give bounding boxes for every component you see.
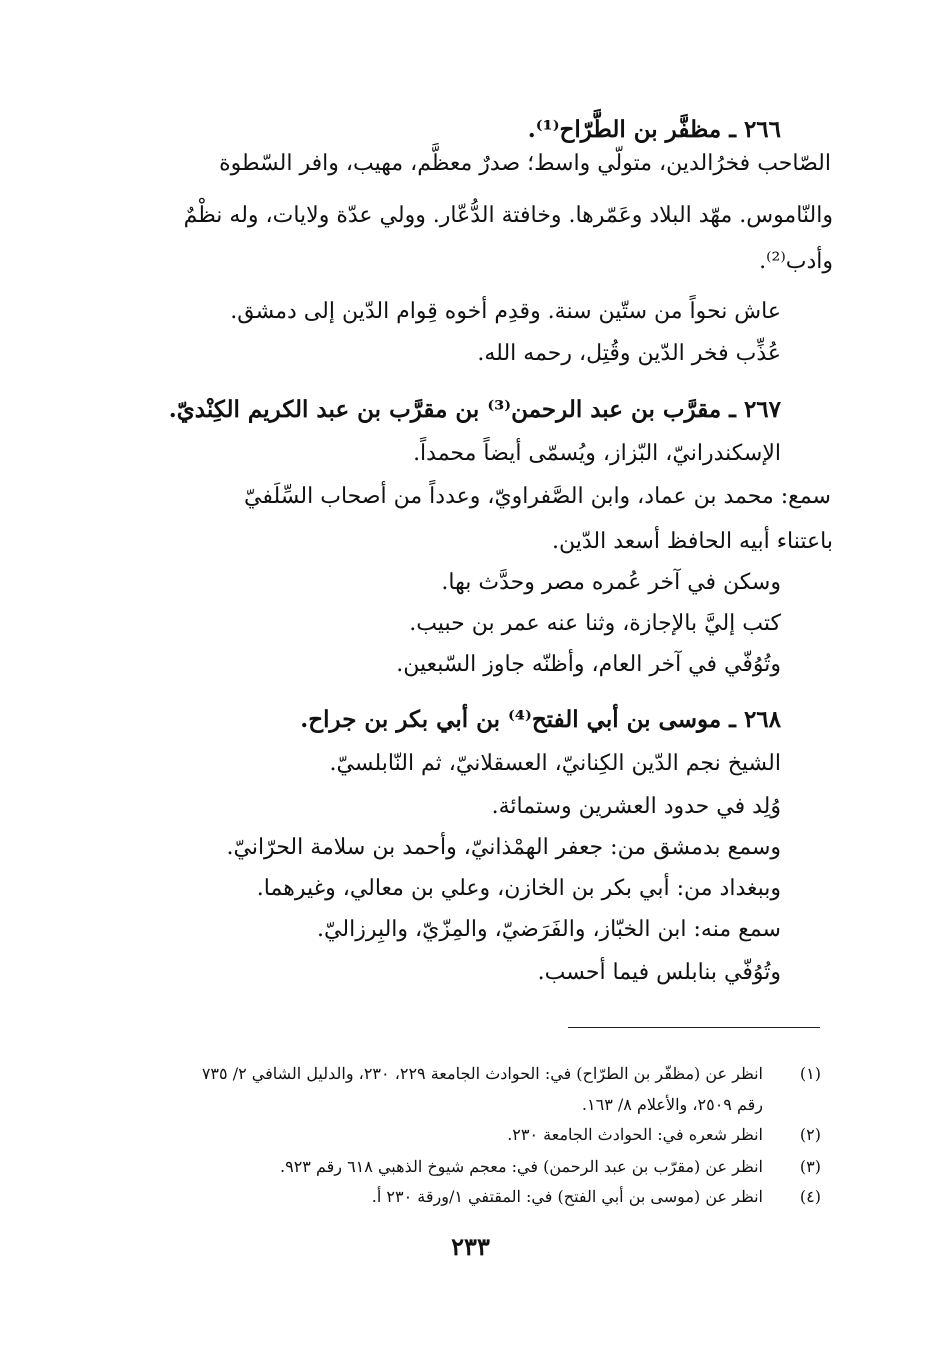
entry-267-line-4: وسكن في آخر عُمره مصر وحدَّث بها. bbox=[441, 570, 781, 595]
entry-268-line-4: وببغداد من: أبي بكر بن الخازن، وعلي بن معالي، وغيرهما. bbox=[256, 876, 781, 901]
footnote-2-number: (٢) bbox=[799, 1125, 821, 1144]
entry-266-line-5: عُذِّب فخر الدّين وقُتِل، رحمه الله. bbox=[477, 341, 781, 366]
page-number: ٢٣٣ bbox=[451, 1232, 490, 1261]
footnote-3-number: (٣) bbox=[799, 1157, 821, 1176]
footnote-3-line-1: انظر عن (مقرّب بن عبد الرحمن) في: معجم شيوخ الذهبي ٦١٨ رقم ٩٢٣. bbox=[280, 1157, 763, 1176]
footnote-1-line-2: رقم ٢٥٠٩، والأعلام ٨/ ١٦٣. bbox=[581, 1095, 763, 1114]
footnote-1-line-1: انظر عن (مظفّر بن الطرّاح) في: الحوادث الجامعة ٢٢٩، ٢٣٠، والدليل الشافي ٢/ ٧٣٥ bbox=[201, 1064, 763, 1083]
entry-268-heading: ٢٦٨ ـ موسى بن أبي الفتح⁽⁴⁾ بن أبي بكر بن جراح. bbox=[300, 706, 781, 733]
entry-267-line-6: وتُوُفّي في آخر العام، وأظنّه جاوز السّبعين. bbox=[396, 652, 781, 677]
footnote-separator bbox=[568, 1027, 820, 1028]
entry-267-line-3: باعتناء أبيه الحافظ أسعد الدّين. bbox=[552, 529, 833, 554]
entry-266-line-2: والنّاموس. مهّد البلاد وعَمّرها. وخافتة الدُّعّار. وولي عدّة ولايات، وله نظْمٌ bbox=[183, 203, 833, 228]
entry-268-line-6: وتُوُفّي بنابلس فيما أحسب. bbox=[537, 960, 781, 985]
entry-267-heading: ٢٦٧ ـ مقرَّب بن عبد الرحمن⁽³⁾ بن مقرَّب بن عبد الكريم الكِنْديّ. bbox=[168, 396, 781, 423]
footnote-2-line-1: انظر شعره في: الحوادث الجامعة ٢٣٠. bbox=[507, 1125, 763, 1144]
entry-268-line-5: سمع منه: ابن الخبّاز، والفَرَضيّ، والمِزّيّ، والبِرزاليّ. bbox=[317, 917, 781, 942]
entry-266-line-4: عاش نحواً من ستّين سنة. وقدِم أخوه قِوام الدّين إلى دمشق. bbox=[230, 299, 781, 324]
entry-268-line-3: وسمع بدمشق من: جعفر الهمْذانيّ، وأحمد بن سلامة الحرّانيّ. bbox=[226, 835, 781, 860]
footnote-1-number: (١) bbox=[799, 1064, 821, 1083]
entry-267-line-2: سمع: محمد بن عماد، وابن الصَّفراويّ، وعدداً من أصحاب السِّلَفيّ bbox=[244, 484, 831, 509]
entry-267-line-5: كتب إليَّ بالإجازة، وثنا عنه عمر بن حبيب. bbox=[409, 611, 781, 636]
footnote-4-number: (٤) bbox=[799, 1187, 821, 1206]
entry-266-heading: ٢٦٦ ـ مظفَّر بن الطَّرّاح⁽¹⁾. bbox=[527, 116, 781, 143]
entry-268-line-1: الشيخ نجم الدّين الكِنانيّ، العسقلانيّ، ثم النّابلسيّ. bbox=[329, 751, 781, 776]
footnote-4-line-1: انظر عن (موسى بن أبي الفتح) في: المقتفي ١/ورقة ٢٣٠ أ. bbox=[371, 1187, 763, 1206]
entry-266-line-3: وأدب⁽²⁾. bbox=[759, 249, 833, 274]
entry-268-line-2: وُلِد في حدود العشرين وستمائة. bbox=[491, 794, 781, 819]
entry-267-line-1: الإسكندرانيّ، البّزاز، ويُسمّى أيضاً محمداً. bbox=[413, 441, 781, 466]
entry-266-line-1: الصّاحب فخرُالدين، متولّي واسط؛ صدرٌ معظَّم، مهيب، وافر السّطوة bbox=[219, 151, 831, 176]
